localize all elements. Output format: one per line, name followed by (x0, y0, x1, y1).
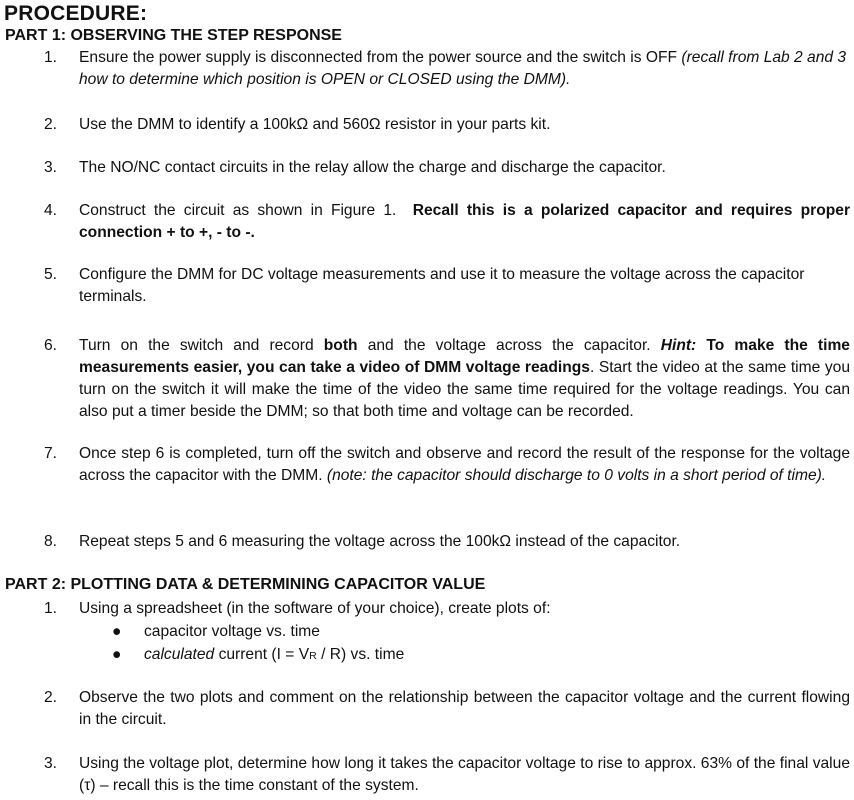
step-text: Once step 6 is completed, turn off the switch and observe and record the result of the response for the voltage across the capacitor with the DMM. (note: the capacitor should discharge to 0 volts in a short period of time). (79, 445, 850, 484)
step-number: 2. (44, 689, 58, 706)
part2-heading: PART 2: PLOTTING DATA & DETERMINING CAPACITOR VALUE (5, 576, 486, 593)
step-number: 8. (44, 533, 58, 550)
step-text: Using a spreadsheet (in the software of your choice), create plots of: (79, 600, 551, 617)
step-text: The NO/NC contact circuits in the relay allow the charge and discharge the capacitor. (79, 159, 666, 176)
step-text: Use the DMM to identify a 100kΩ and 560Ω resistor in your parts kit. (79, 116, 551, 133)
step-number: 5. (44, 266, 58, 283)
step-number: 3. (44, 755, 58, 772)
step-number: 2. (44, 116, 58, 133)
step-number: 1. (44, 600, 58, 617)
step-text: Turn on the switch and record both and the voltage across the capacitor. Hint: To make the time measurements easier, you can take a video of DMM voltage readings. Start the video at the same time you turn on the switch it will make the time of the video the same time required for the voltage readings. You can also put a timer beside the DMM; so that both time and voltage can be recorded. (79, 337, 851, 420)
bullet-icon: ● (112, 623, 122, 640)
step-text: Ensure the power supply is disconnected from the power source and the switch is OFF (recall from Lab 2 and 3 how to determine which position is OPEN or CLOSED using the DMM). (79, 49, 847, 88)
step-note: (recall from Lab 2 and 3 how to determine which position is OPEN or CLOSED using the DMM). (79, 49, 847, 88)
step-number: 1. (44, 49, 58, 66)
step-bold-text: Recall this is a polarized capacitor and requires proper connection + to +, - to -. (79, 202, 851, 241)
step-number: 3. (44, 159, 58, 176)
bullet-icon: ● (112, 646, 122, 663)
step-text: Construct the circuit as shown in Figure 1. Recall this is a polarized capacitor and requires proper connection + to +, - to -. (79, 202, 851, 241)
step-text: Using the voltage plot, determine how long it takes the capacitor voltage to rise to approx. 63% of the final value (τ) – recall this is the time constant of the system. (79, 755, 850, 794)
step-text: Repeat steps 5 and 6 measuring the voltage across the 100kΩ instead of the capacitor. (79, 533, 681, 550)
step-number: 7. (44, 445, 58, 462)
part1-heading: PART 1: OBSERVING THE STEP RESPONSE (5, 27, 342, 44)
step-number: 6. (44, 337, 58, 354)
hint-text: To make the time measurements easier, you can take a video of DMM voltage readings (79, 337, 850, 376)
step-text: Observe the two plots and comment on the relationship between the capacitor voltage and the current flowing in the circuit. (79, 689, 850, 728)
step-text: Configure the DMM for DC voltage measurements and use it to measure the voltage across the capacitor terminals. (79, 266, 805, 305)
page-title: PROCEDURE: (4, 2, 148, 25)
hint-label: Hint: (660, 337, 697, 354)
procedure-document: PROCEDURE: PART 1: OBSERVING THE STEP RESPONSE 1. Ensure the power supply is disconnected from the power source and the switch is OFF (recall from Lab 2 and 3 how to determine which position is OPEN or CLOSED using the DMM). 2. Use the DMM to identify a 100kΩ and 560Ω resistor in your parts kit. 3. The NO/NC contact circuits in the relay allow the charge and discharge the capacitor. 4. Construct the circuit as shown in Figure 1. Recall this is a polarized capacitor and requires proper connection + to +, - to -. 5. Configure the DMM for DC voltage measurements and use it to measure the voltage across the capacitor terminals. 6. Turn on the switch and record both and the voltage across the capacitor. Hint: To make the time measurements easier, you can take a video of DMM voltage readings. Start the video at the same time you turn on the switch it will make the time of the video the same time required for the voltage readings. You can also put a timer beside the DMM; so that both time and voltage can be recorded. 7. Once step 6 is completed, turn off the switch and observe and record the result of the response for the voltage across the capacitor with the DMM. (note: the capacitor should discharge to 0 volts in a short period of time). 8. Repeat steps 5 and 6 measuring the voltage across the 100kΩ instead of the capacitor. PART 2: PLOTTING DATA & DETERMINING CAPACITOR VALUE 1. Using a spreadsheet (in the software of your choice), create plots of: ● capacitor voltage vs. time ● calculated current (I = VR / R) vs. time 2. Observe the two plots and comment on the relationship between the capacitor voltage and the current flowing in the circuit. 3. Using the voltage plot, determine how long it takes the capacitor voltage to rise to approx. 63% of the final value (τ) – recall this is the time constant of the system. (0, 0, 854, 800)
step-number: 4. (44, 202, 58, 219)
step-note: (note: the capacitor should discharge to 0 volts in a short period of time). (326, 467, 827, 484)
